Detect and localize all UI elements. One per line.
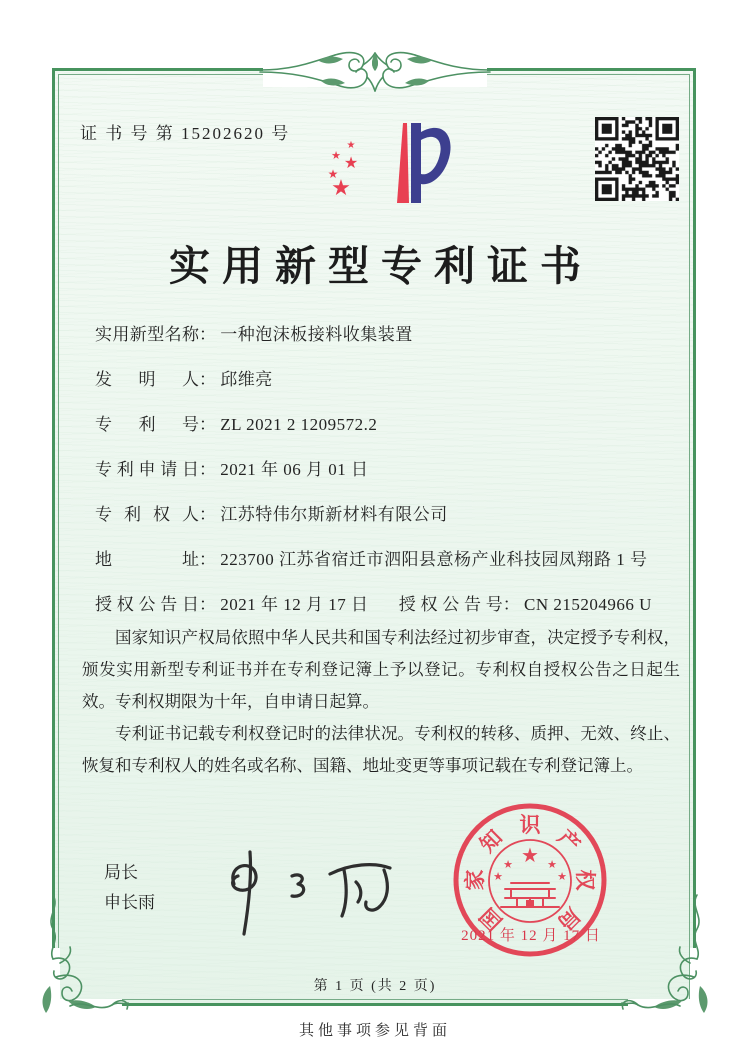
field-value: ZL 2021 2 1209572.2	[220, 415, 378, 434]
legal-body-text	[82, 622, 680, 782]
certificate-number: 证 书 号 第 15202620 号	[80, 124, 291, 143]
field-colon: ：	[199, 325, 216, 344]
seal-ring-char: 家	[463, 869, 487, 891]
field-colon: ：	[199, 415, 216, 434]
field-colon: ：	[199, 505, 216, 524]
seal-ring-char: 局	[552, 902, 585, 935]
legal-paragraph-2: 专利证书记载专利权登记时的法律状况。专利权的转移、质押、无效、终止、恢复和专利权人的姓名或名称、国籍、地址变更等事项记载在专利登记簿上。	[82, 724, 680, 775]
field-colon: ：	[199, 550, 216, 569]
svg-text:★: ★	[503, 858, 513, 871]
svg-text:★: ★	[493, 870, 503, 883]
field-colon: ：	[502, 595, 520, 614]
field-colon: ：	[199, 460, 216, 479]
commissioner-block	[104, 858, 155, 918]
field-label: 授权公告日	[95, 595, 199, 614]
handwritten-signature-icon	[198, 840, 408, 940]
grant-date-value: 2021 年 12 月 17 日	[220, 595, 369, 614]
field-label: 专利权人	[95, 505, 199, 524]
field-row-inventor	[95, 370, 675, 415]
field-value: 223700 江苏省宿迁市泗阳县意杨产业科技园凤翔路 1 号	[220, 550, 648, 569]
bottom-right-corner-ornament	[620, 893, 710, 1018]
field-row-address	[95, 550, 675, 595]
seal-ring-char: 产	[552, 825, 585, 858]
seal-ring-char: 知	[475, 825, 508, 858]
field-colon: ：	[199, 595, 216, 614]
commissioner-name: 申长雨	[104, 893, 155, 912]
svg-text:★: ★	[343, 153, 359, 172]
grant-number-value: CN 215204966 U	[524, 595, 652, 614]
grant-number-pair	[399, 595, 652, 614]
field-row-patent-no	[95, 415, 675, 460]
field-row-filing-date	[95, 460, 675, 505]
field-list	[95, 325, 675, 640]
legal-paragraph-1: 国家知识产权局依照中华人民共和国专利法经过初步审查，决定授予专利权，颁发实用新型专利证书并在专利登记簿上予以登记。专利权自授权公告之日起生效。专利权期限为十年，自申请日起算。	[82, 628, 680, 711]
svg-text:★: ★	[331, 176, 351, 201]
seal-date: 2021 年 12 月 17 日	[461, 928, 601, 944]
field-row-name	[95, 325, 675, 370]
field-label: 地址	[95, 550, 199, 569]
svg-text:★: ★	[346, 140, 356, 151]
field-row-patentee	[95, 505, 675, 550]
svg-text:★: ★	[557, 870, 567, 883]
svg-text:★: ★	[521, 843, 539, 867]
seal-ring-char: 识	[519, 813, 541, 837]
field-label: 发明人	[95, 370, 199, 389]
svg-text:★: ★	[327, 167, 339, 181]
field-label: 实用新型名称	[95, 325, 199, 344]
field-value: 江苏特伟尔斯新材料有限公司	[220, 505, 448, 524]
field-value: 邱维亮	[220, 370, 273, 389]
commissioner-title: 局长	[104, 863, 138, 882]
back-side-note: 其他事项参见背面	[298, 1023, 451, 1039]
field-label: 专利号	[95, 415, 199, 434]
page-number: 第 1 页 (共 2 页)	[313, 979, 437, 994]
field-label: 授权公告号	[398, 595, 503, 614]
field-colon: ：	[199, 370, 216, 389]
certificate-title: 实用新型专利证书	[169, 243, 593, 289]
cnipa-logo-icon	[303, 110, 453, 215]
seal-ring-char: 权	[573, 869, 597, 891]
top-flourish-ornament	[235, 41, 515, 101]
seal-ring-char: 国	[475, 902, 508, 935]
field-value: 2021 年 06 月 01 日	[220, 460, 369, 479]
field-value: 一种泡沫板接料收集装置	[220, 325, 413, 344]
svg-text:★: ★	[547, 858, 557, 871]
svg-text:★: ★	[331, 149, 341, 162]
qr-code	[595, 117, 679, 201]
field-label: 专利申请日	[95, 460, 199, 479]
